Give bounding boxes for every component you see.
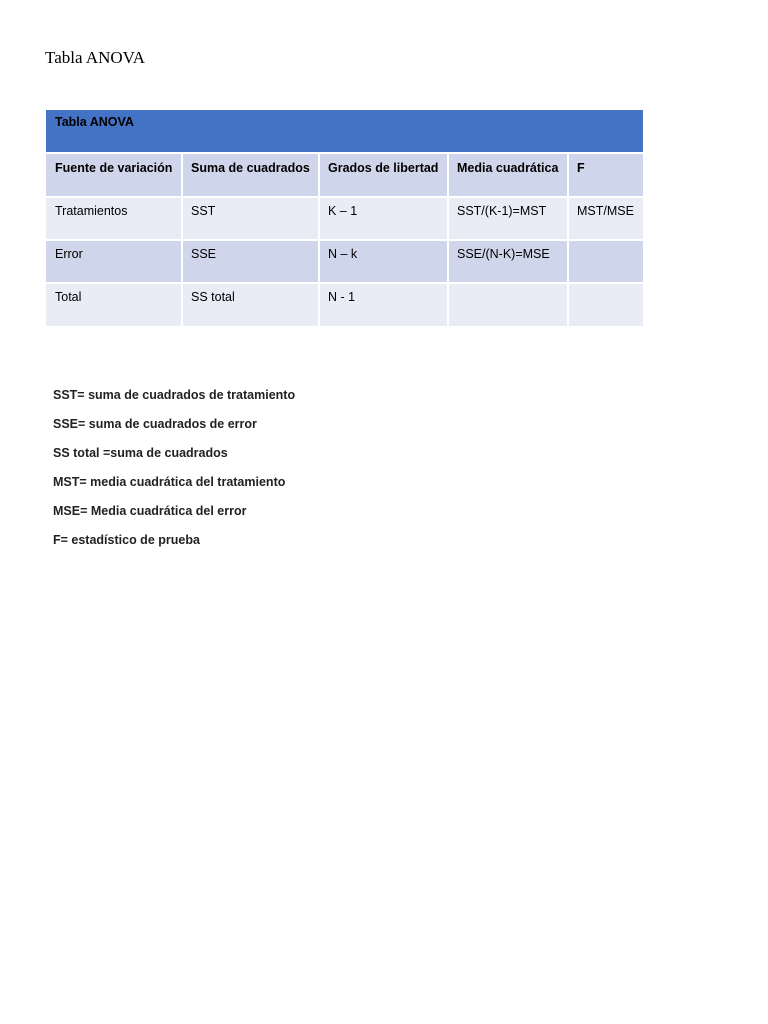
- table-cell: [568, 240, 643, 283]
- table-caption: Tabla ANOVA: [46, 110, 643, 153]
- definition-sse: SSE= suma de cuadrados de error: [53, 417, 257, 431]
- table-caption-row: [46, 110, 643, 153]
- table-cell: K – 1: [319, 197, 448, 240]
- table-row: [46, 283, 643, 326]
- table-row: [46, 197, 643, 240]
- column-header-suma: Suma de cuadrados: [182, 153, 319, 197]
- definition-f: F= estadístico de prueba: [53, 533, 200, 547]
- table-cell: SST/(K-1)=MST: [448, 197, 568, 240]
- definition-sst: SST= suma de cuadrados de tratamiento: [53, 388, 296, 402]
- table-header-row: [46, 153, 643, 197]
- table-cell: N - 1: [319, 283, 448, 326]
- table-cell: [448, 283, 568, 326]
- definition-mse: MSE= Media cuadrática del error: [53, 504, 247, 518]
- definition-mst: MST= media cuadrática del tratamiento: [53, 475, 286, 489]
- table-cell: [568, 283, 643, 326]
- definition-ss-total: SS total =suma de cuadrados: [53, 446, 228, 460]
- table-cell: SS total: [182, 283, 319, 326]
- document-title: Tabla ANOVA: [45, 48, 146, 67]
- table-cell: Error: [46, 240, 182, 283]
- table-cell: N – k: [319, 240, 448, 283]
- column-header-grados: Grados de libertad: [319, 153, 448, 197]
- table-cell: Tratamientos: [46, 197, 182, 240]
- definitions-list: [53, 386, 295, 560]
- column-header-f: F: [568, 153, 643, 197]
- table-cell: SST: [182, 197, 319, 240]
- table-cell: SSE/(N-K)=MSE: [448, 240, 568, 283]
- column-header-fuente: Fuente de variación: [46, 153, 182, 197]
- column-header-media: Media cuadrática: [448, 153, 568, 197]
- table-cell: Total: [46, 283, 182, 326]
- anova-table: [46, 110, 643, 326]
- table-cell: SSE: [182, 240, 319, 283]
- table-cell: MST/MSE: [568, 197, 643, 240]
- table-row: [46, 240, 643, 283]
